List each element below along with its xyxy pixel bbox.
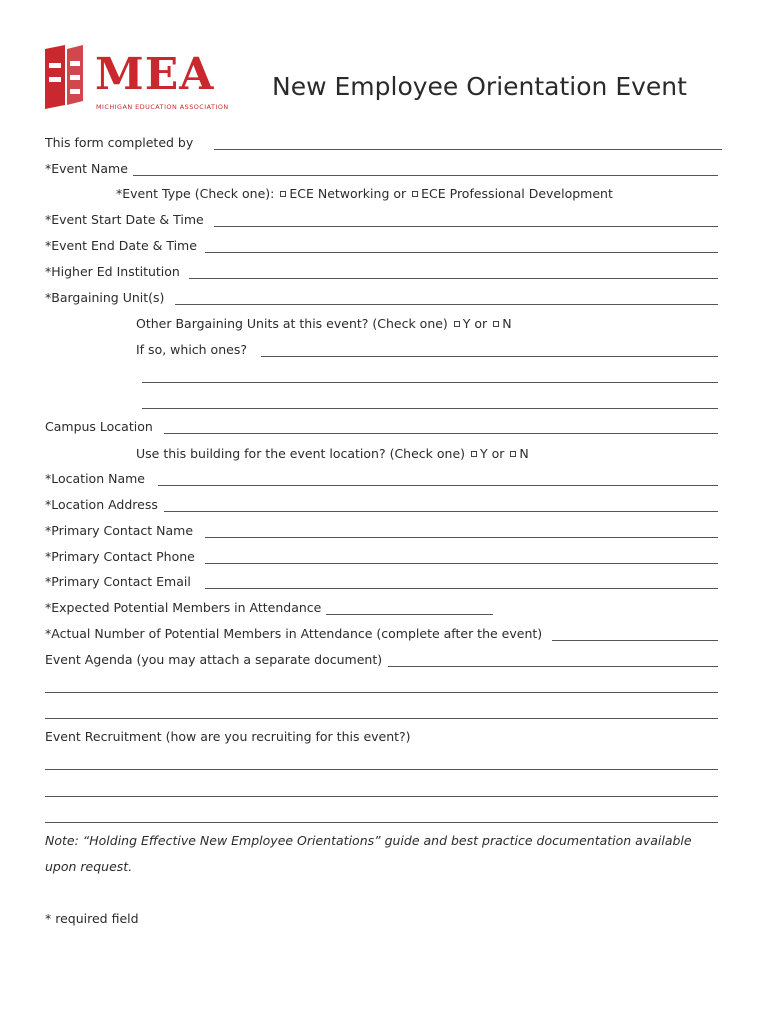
ece-professional-label: ECE Professional Development [421,186,613,201]
note-line-2: upon request. [45,859,133,874]
required-field-note: * required field [45,911,139,926]
event-type-row [116,186,613,202]
actual-members-label: *Actual Number of Potential Members in Attendance (complete after the event) [45,626,543,641]
bargaining-units-field[interactable] [175,304,718,305]
campus-location-field[interactable] [164,433,718,434]
event-name-field[interactable] [133,175,718,176]
start-date-field[interactable] [214,226,718,227]
expected-members-field[interactable] [326,614,493,615]
actual-members-field[interactable] [552,640,718,641]
higher-ed-field[interactable] [189,278,718,279]
use-building-no-label: N [519,446,529,461]
use-building-row [136,446,529,462]
which-ones-field-line-3[interactable] [142,408,718,409]
mea-logo [43,45,243,113]
event-name-label: *Event Name [45,161,128,176]
agenda-field[interactable] [388,666,718,667]
other-units-no-checkbox[interactable] [493,321,499,327]
which-ones-field[interactable] [261,356,718,357]
recruitment-field-line-2[interactable] [45,796,718,797]
contact-email-field[interactable] [205,588,718,589]
contact-phone-label: *Primary Contact Phone [45,549,195,564]
other-units-yes-checkbox[interactable] [454,321,460,327]
agenda-label: Event Agenda (you may attach a separate document) [45,652,383,667]
campus-location-label: Campus Location [45,419,153,434]
recruitment-field-line-1[interactable] [45,769,718,770]
which-ones-field-line-2[interactable] [142,382,718,383]
ece-networking-checkbox[interactable] [280,191,286,197]
contact-name-field[interactable] [205,537,718,538]
other-units-question: Other Bargaining Units at this event? (Check one) [136,316,448,331]
use-building-yes-label: Y or [480,446,505,461]
start-date-label: *Event Start Date & Time [45,212,204,227]
logo-text: MEA [95,49,215,100]
logo-subtitle: MICHIGAN EDUCATION ASSOCIATION [96,103,229,111]
bargaining-units-label: *Bargaining Unit(s) [45,290,165,305]
other-units-no-label: N [502,316,512,331]
agenda-field-line-3[interactable] [45,718,718,719]
completed-by-field[interactable] [214,149,722,150]
recruitment-field-line-3[interactable] [45,822,718,823]
end-date-field[interactable] [205,252,718,253]
location-name-label: *Location Name [45,471,145,486]
contact-phone-field[interactable] [205,563,718,564]
ece-networking-label: ECE Networking or [289,186,407,201]
use-building-yes-checkbox[interactable] [471,451,477,457]
note-line-1: Note: “Holding Effective New Employee Orientations” guide and best practice documentation available [45,833,692,848]
other-units-row [136,316,512,332]
location-address-label: *Location Address [45,497,158,512]
contact-email-label: *Primary Contact Email [45,574,191,589]
end-date-label: *Event End Date & Time [45,238,197,253]
location-address-field[interactable] [164,511,718,512]
use-building-no-checkbox[interactable] [510,451,516,457]
location-name-field[interactable] [158,485,718,486]
event-type-label: *Event Type (Check one): [116,186,275,201]
mea-book-icon [43,45,93,109]
expected-members-label: *Expected Potential Members in Attendance [45,600,322,615]
ece-professional-checkbox[interactable] [412,191,418,197]
completed-by-label: This form completed by [45,135,194,150]
agenda-field-line-2[interactable] [45,692,718,693]
which-ones-label: If so, which ones? [136,342,247,357]
recruitment-label: Event Recruitment (how are you recruiting for this event?) [45,729,411,744]
higher-ed-label: *Higher Ed Institution [45,264,180,279]
use-building-question: Use this building for the event location? (Check one) [136,446,466,461]
page-title: New Employee Orientation Event [272,72,687,101]
contact-name-label: *Primary Contact Name [45,523,194,538]
other-units-yes-label: Y or [462,316,488,331]
